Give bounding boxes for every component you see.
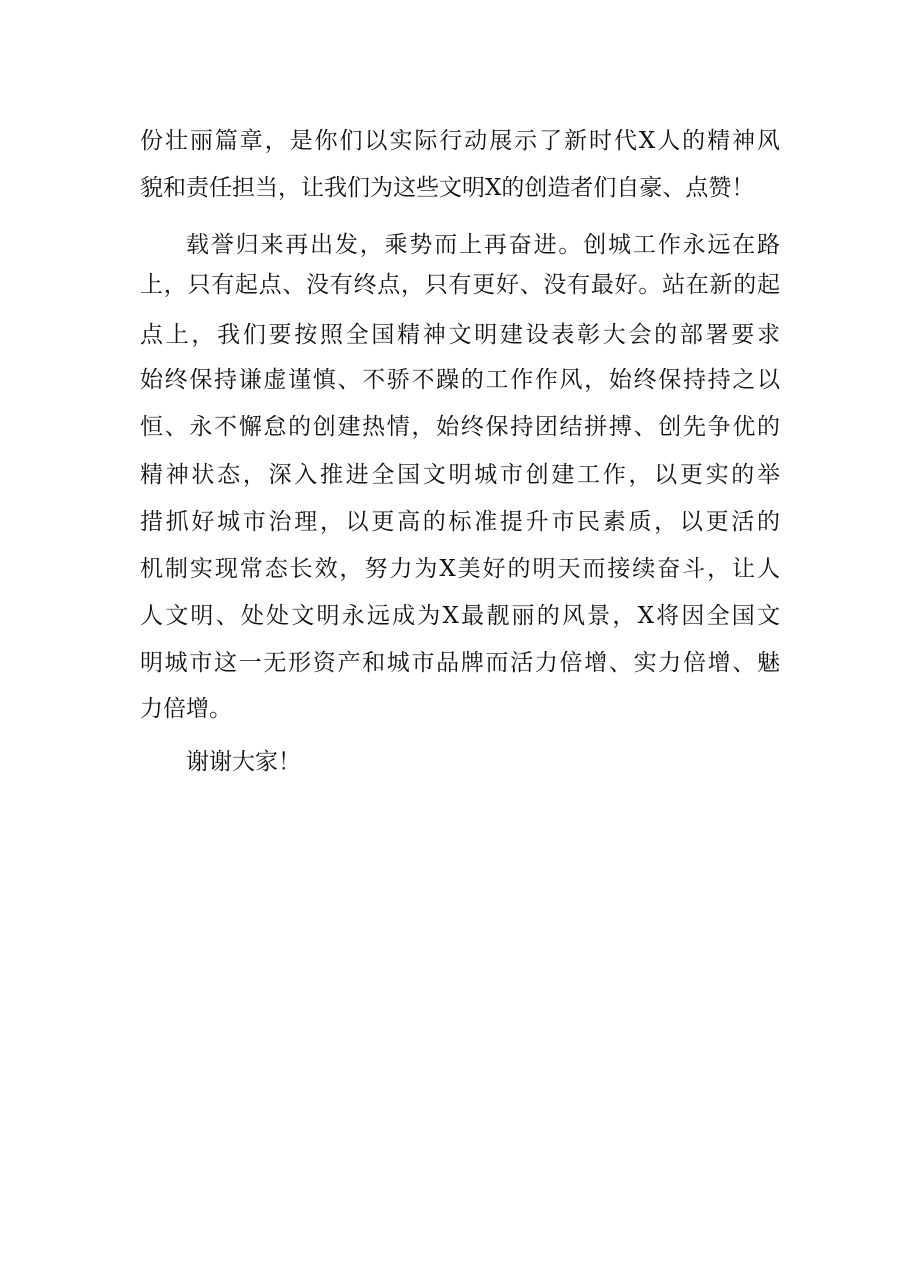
text-line-13: 力倍增。 <box>140 696 232 722</box>
text-line-7: 恒、永不懈怠的创建热情，始终保持团结拼搏、创先争优的 <box>140 414 780 440</box>
text-line-11: 人文明、处处文明永远成为X最靓丽的风景，X将因全国文 <box>140 603 780 629</box>
text-line-3: 载誉归来再出发，乘势而上再奋进。创城工作永远在路 <box>186 232 780 258</box>
text-line-9: 措抓好城市治理，以更高的标准提升市民素质，以更活的 <box>140 509 780 535</box>
text-line-6: 始终保持谦虚谨慎、不骄不躁的工作作风，始终保持持之以 <box>140 367 780 393</box>
closing-line: 谢谢大家！ <box>186 749 301 775</box>
text-line-4: 上，只有起点、没有终点，只有更好、没有最好。站在新的起 <box>140 272 780 298</box>
text-line-1: 份壮丽篇章，是你们以实际行动展示了新时代X人的精神风 <box>140 128 780 154</box>
text-line-5: 点上，我们要按照全国精神文明建设表彰大会的部署要求 <box>140 322 780 348</box>
text-line-12: 明城市这一无形资产和城市品牌而活力倍增、实力倍增、魅 <box>140 650 780 676</box>
text-line-8: 精神状态，深入推进全国文明城市创建工作，以更实的举 <box>140 462 780 488</box>
text-line-10: 机制实现常态长效，努力为X美好的明天而接续奋斗，让人 <box>140 556 780 582</box>
text-line-2: 貌和责任担当，让我们为这些文明X的创造者们自豪、点赞！ <box>140 175 755 201</box>
